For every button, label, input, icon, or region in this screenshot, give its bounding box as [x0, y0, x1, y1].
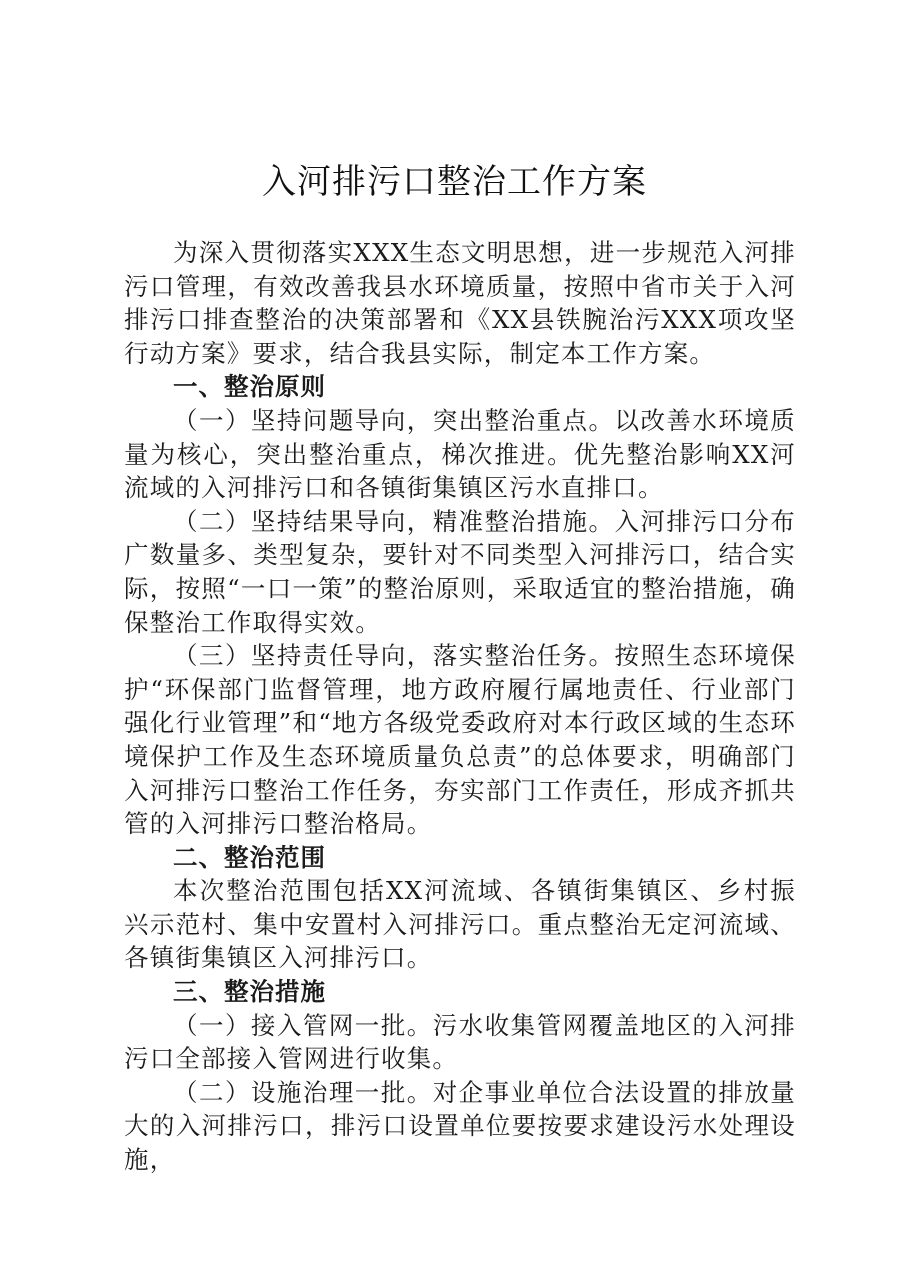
document-body — [124, 236, 796, 1177]
principle-paragraph-3: （三）坚持责任导向，落实整治任务。按照生态环境保护“环保部门监督管理，地方政府履行属地责任、行业部门强化行业管理”和“地方各级党委政府对本行政区域的生态环境保护工作及生态环境质量负总责”的总体要求，明确部门入河排污口整治工作任务，夯实部门工作责任，形成齐抓共管的入河排污口整治格局。 — [124, 641, 796, 839]
principle-paragraph-2: （二）坚持结果导向，精准整治措施。入河排污口分布广数量多、类型复杂，要针对不同类型入河排污口，结合实际，按照“一口一策”的整治原则，采取适宜的整治措施，确保整治工作取得实效。 — [124, 506, 796, 637]
section-heading-principles: 一、整治原则 — [173, 372, 326, 402]
document-title: 入河排污口整治工作方案 — [262, 162, 647, 202]
measure-paragraph-2: （二）设施治理一批。对企事业单位合法设置的排放量大的入河排污口，排污口设置单位要按要求建设污水处理设施， — [124, 1077, 796, 1175]
measure-paragraph-1: （一）接入管网一批。污水收集管网覆盖地区的入河排污口全部接入管网进行收集。 — [124, 1010, 796, 1074]
section-heading-scope: 二、整治范围 — [173, 842, 326, 872]
intro-paragraph: 为深入贯彻落实XXX生态文明思想，进一步规范入河排污口管理，有效改善我县水环境质量，按照中省市关于入河排污口排查整治的决策部署和《XX县铁腕治污XXX项攻坚行动方案》要求，结合我县实际，制定本工作方案。 — [124, 238, 796, 368]
scope-paragraph: 本次整治范围包括XX河流域、各镇街集镇区、乡村振兴示范村、集中安置村入河排污口。重点整治无定河流域、各镇街集镇区入河排污口。 — [124, 876, 796, 973]
principle-paragraph-1: （一）坚持问题导向，突出整治重点。以改善水环境质量为核心，突出整治重点，梯次推进。优先整治影响XX河流域的入河排污口和各镇街集镇区污水直排口。 — [124, 405, 796, 503]
section-heading-measures: 三、整治措施 — [173, 977, 326, 1007]
